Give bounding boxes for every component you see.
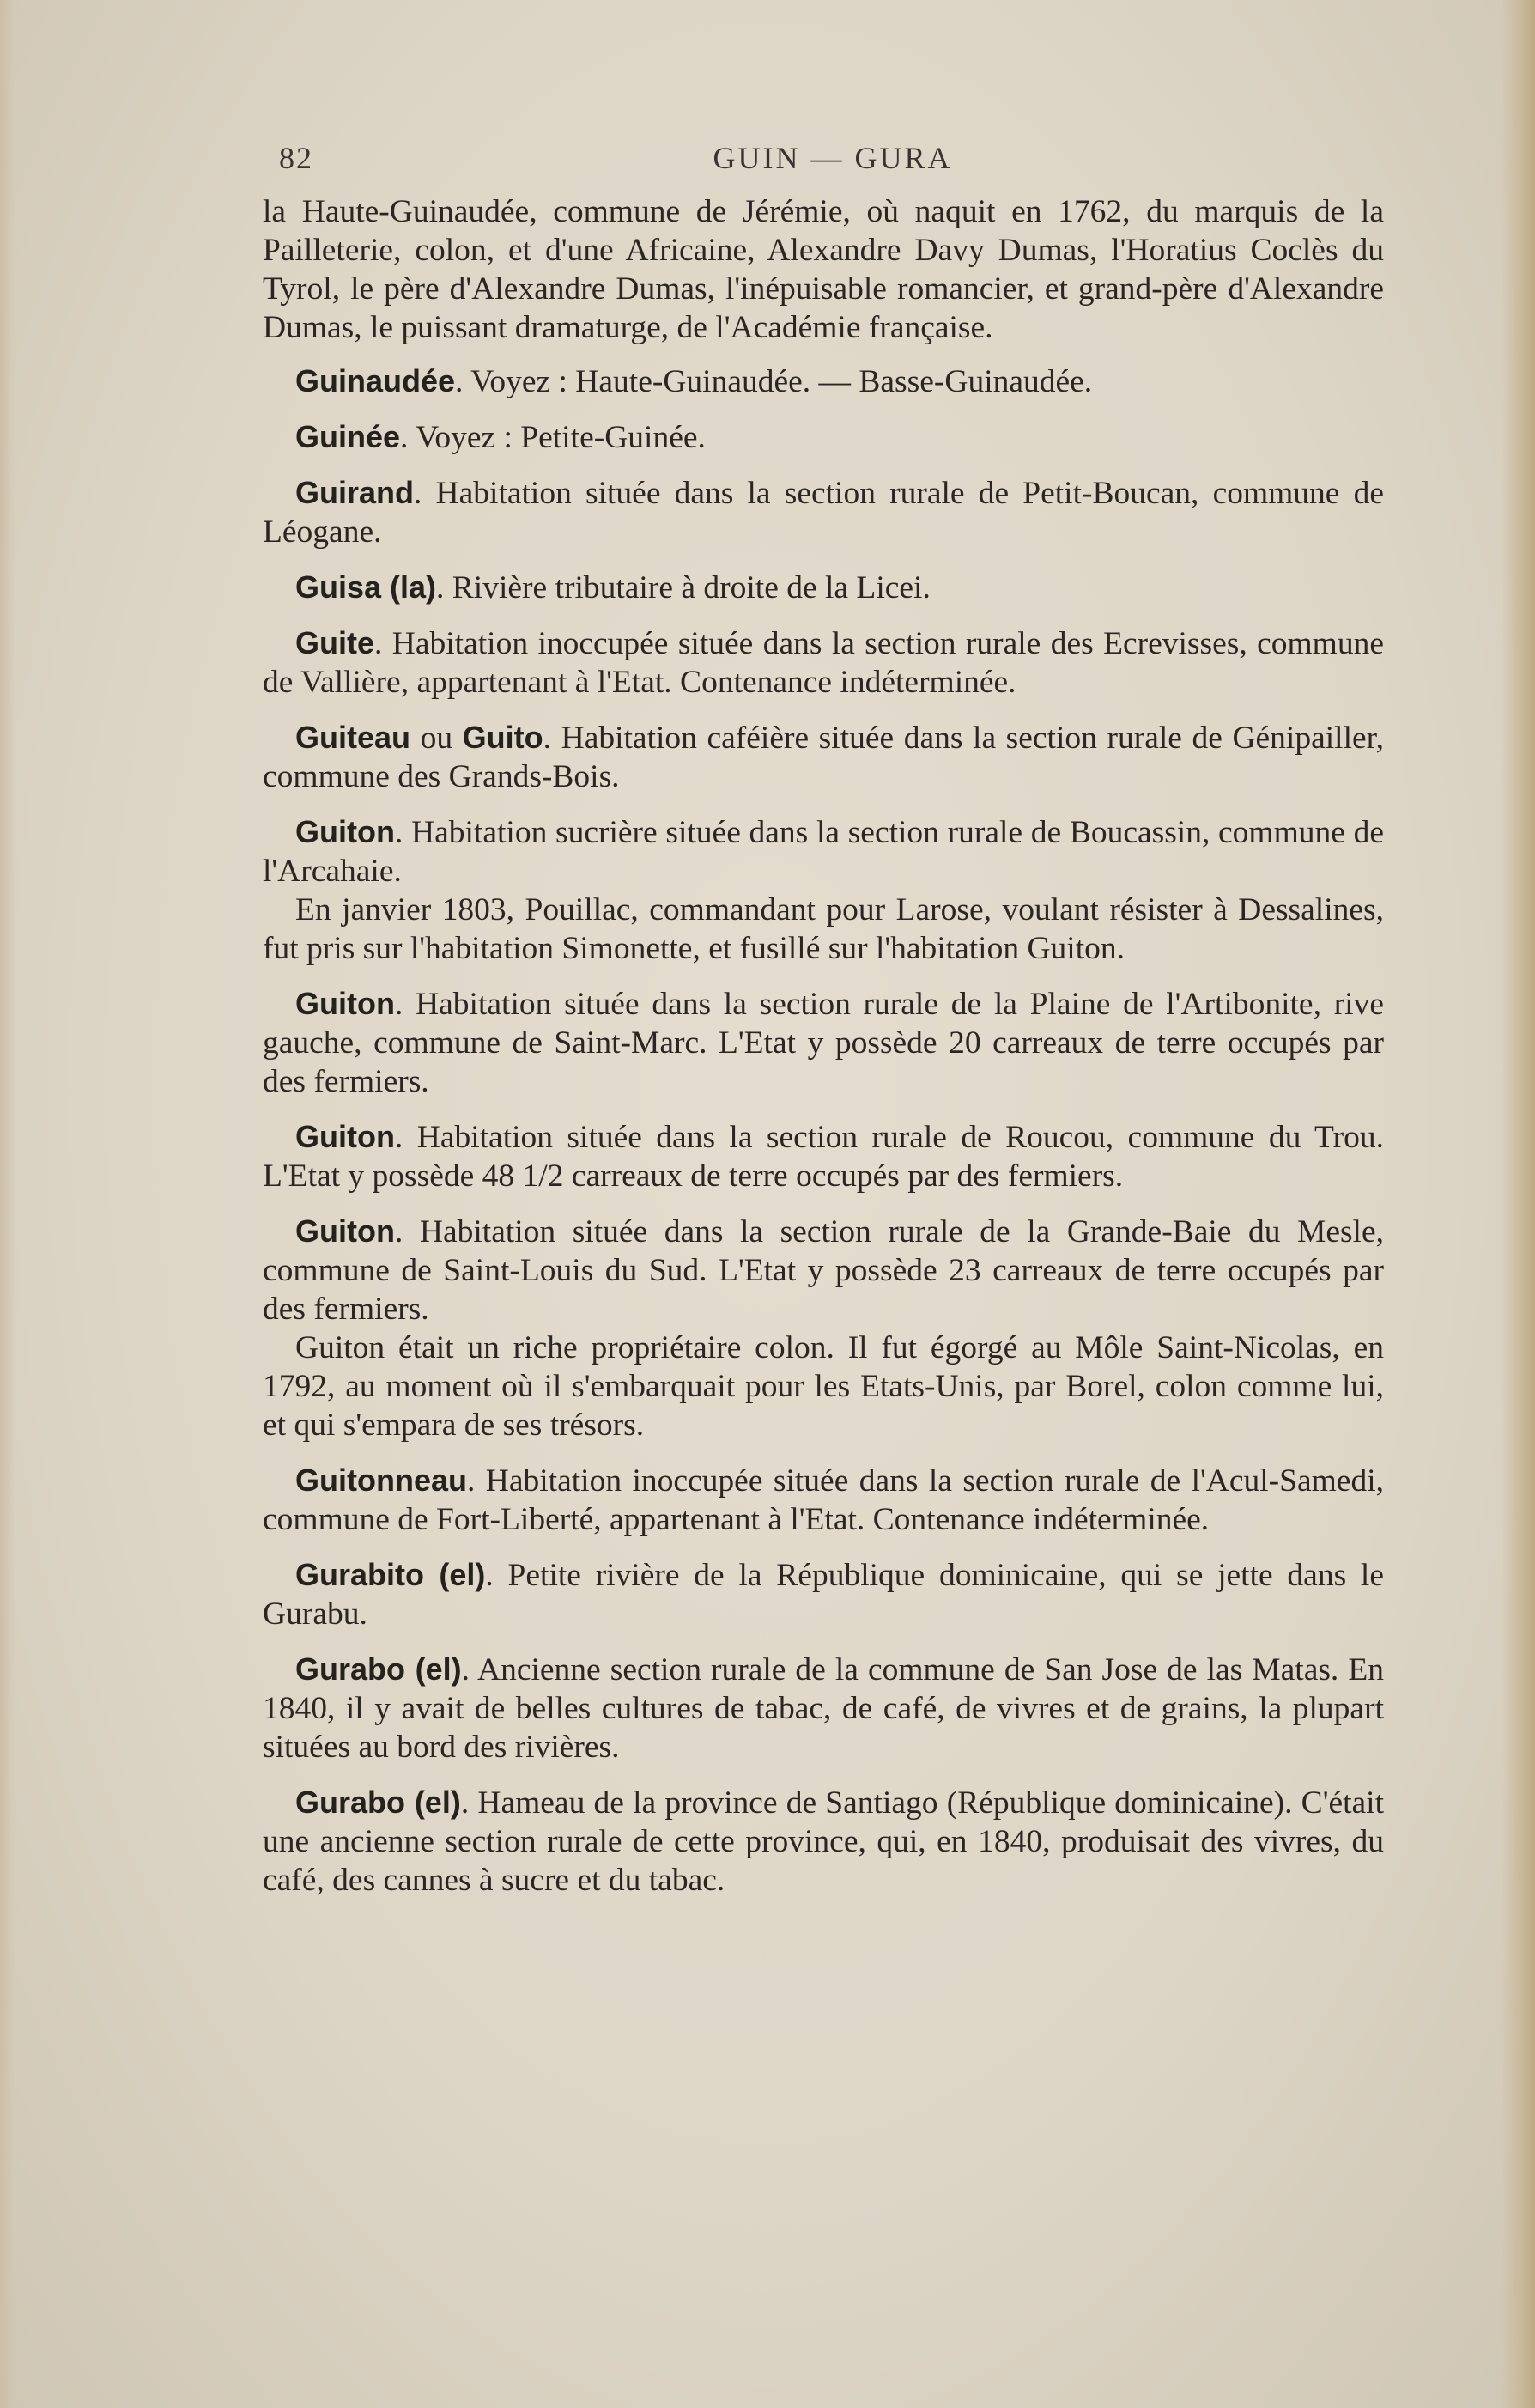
- dictionary-entry: [263, 1650, 1384, 1766]
- entry-headword: Guirand: [295, 475, 415, 510]
- entry-headword: Guinaudée: [295, 363, 456, 398]
- entry-headword: Guiton: [295, 986, 395, 1021]
- entry-paragraph: [263, 984, 1384, 1101]
- entry-headword-alt: Guito: [462, 720, 543, 755]
- dictionary-entry: [263, 362, 1384, 401]
- entry-headword: Guite: [295, 625, 375, 660]
- dictionary-entry: [263, 984, 1384, 1101]
- entry-definition: . Voyez : Petite-Guinée.: [400, 420, 706, 455]
- entry-headword: Guisa (la): [295, 569, 437, 605]
- entry-paragraph: [263, 812, 1384, 891]
- dictionary-entry: [263, 417, 1384, 457]
- entry-headword: Guiton: [295, 1213, 395, 1249]
- dictionary-entry: [263, 812, 1384, 968]
- entry-headword: Gurabo (el): [295, 1651, 462, 1687]
- entry-paragraph: [263, 417, 1384, 457]
- entry-headword: Guiton: [295, 1119, 395, 1154]
- entry-definition: . Hameau de la province de Santiago (République dominicaine). C'était une ancienne section rurale de cette province, qui, en 1840, produisait des vivres, du café, des cannes à sucre et du tabac.: [263, 1785, 1384, 1898]
- running-title: GUIN — GURA: [713, 141, 953, 175]
- dictionary-entry: [263, 1555, 1384, 1633]
- entry-definition: . Rivière tributaire à droite de la Licei.: [436, 570, 931, 605]
- entry-paragraph: [263, 1117, 1384, 1195]
- entry-paragraph: [263, 1783, 1384, 1900]
- entry-definition: . Habitation sucrière située dans la section rurale de Boucassin, commune de l'Arcahaie.: [263, 815, 1384, 889]
- entry-note: En janvier 1803, Pouillac, commandant pour Larose, voulant résister à Dessalines, fut pris sur l'habitation Simonette, et fusillé sur l'habitation Guiton.: [263, 892, 1384, 966]
- dictionary-entry: [263, 623, 1384, 702]
- entry-definition: . Habitation située dans la section rurale de la Grande-Baie du Mesle, commune de Saint-Louis du Sud. L'Etat y possède 23 carreaux de terre occupés par des fermiers.: [263, 1214, 1384, 1327]
- entry-headword: Gurabito (el): [295, 1557, 486, 1592]
- entry-headword: Guiteau: [295, 720, 411, 755]
- entry-definition: . Petite rivière de la République dominicaine, qui se jette dans le Gurabu.: [263, 1558, 1384, 1632]
- entry-paragraph: [263, 1650, 1384, 1766]
- entry-list: [263, 362, 1384, 1900]
- entry-paragraph: [263, 1212, 1384, 1329]
- entry-paragraph: [263, 718, 1384, 796]
- dictionary-entry: [263, 1461, 1384, 1539]
- dictionary-entry: [263, 718, 1384, 796]
- entry-headword: Guitonneau: [295, 1462, 467, 1498]
- entry-definition: . Voyez : Haute-Guinaudée. — Basse-Guinaudée.: [455, 364, 1093, 399]
- dictionary-entry: [263, 1117, 1384, 1195]
- page-edge-left: [0, 0, 15, 2408]
- entry-paragraph: [263, 1461, 1384, 1539]
- page-edge-right: [1501, 0, 1535, 2408]
- entry-paragraph: [263, 473, 1384, 551]
- entry-headword: Guiton: [295, 814, 395, 849]
- entry-headword: Guinée: [295, 419, 401, 454]
- dictionary-entry: [263, 568, 1384, 607]
- dictionary-entry: [263, 1783, 1384, 1900]
- entry-note: Guiton était un riche propriétaire colon. Il fut égorgé au Môle Saint-Nicolas, en 1792, au moment où il s'embarquait pour les Etats-Unis, par Borel, colon comme lui, et qui s'empara de ses trésors.: [263, 1330, 1384, 1443]
- entry-definition: . Ancienne section rurale de la commune de San Jose de las Matas. En 1840, il y avait de belles cultures de tabac, de café, de vivres et de grains, la plupart situées au bord des rivières.: [263, 1652, 1384, 1765]
- dictionary-entry: [263, 1212, 1384, 1444]
- entry-paragraph: [263, 362, 1384, 401]
- entry-definition: . Habitation située dans la section rurale de Petit-Boucan, commune de Léogane.: [263, 476, 1384, 550]
- running-header: [279, 140, 1386, 183]
- entry-definition: . Habitation caféière située dans la section rurale de Génipailler, commune des Grands-Bois.: [263, 721, 1384, 794]
- dictionary-text: [263, 192, 1384, 1900]
- entry-definition: . Habitation inoccupée située dans la section rurale des Ecrevisses, commune de Vallière, appartenant à l'Etat. Contenance indéterminée.: [263, 626, 1384, 700]
- entry-paragraph: [263, 568, 1384, 607]
- entry-connector: ou: [410, 721, 463, 756]
- dictionary-entry: [263, 473, 1384, 551]
- entry-paragraph: [263, 1555, 1384, 1633]
- entry-headword: Gurabo (el): [295, 1785, 461, 1820]
- entry-definition: . Habitation inoccupée située dans la section rurale de l'Acul-Samedi, commune de Fort-Liberté, appartenant à l'Etat. Contenance indéterminée.: [263, 1463, 1384, 1537]
- intro-paragraph: la Haute-Guinaudée, commune de Jérémie, où naquit en 1762, du marquis de la Pailleterie, colon, et d'une Africaine, Alexandre Davy Dumas, l'Horatius Coclès du Tyrol, le père d'Alexandre Dumas, l'inépuisable romancier, et grand-père d'Alexandre Dumas, le puissant dramaturge, de l'Académie française.: [263, 194, 1384, 345]
- entry-paragraph: [263, 623, 1384, 702]
- entry-definition: . Habitation située dans la section rurale de la Plaine de l'Artibonite, rive gauche, commune de Saint-Marc. L'Etat y possède 20 carreaux de terre occupés par des fermiers.: [263, 987, 1384, 1099]
- page-number: 82: [279, 141, 313, 175]
- entry-definition: . Habitation située dans la section rurale de Roucou, commune du Trou. L'Etat y possède 48 1/2 carreaux de terre occupés par des fermiers.: [263, 1120, 1384, 1194]
